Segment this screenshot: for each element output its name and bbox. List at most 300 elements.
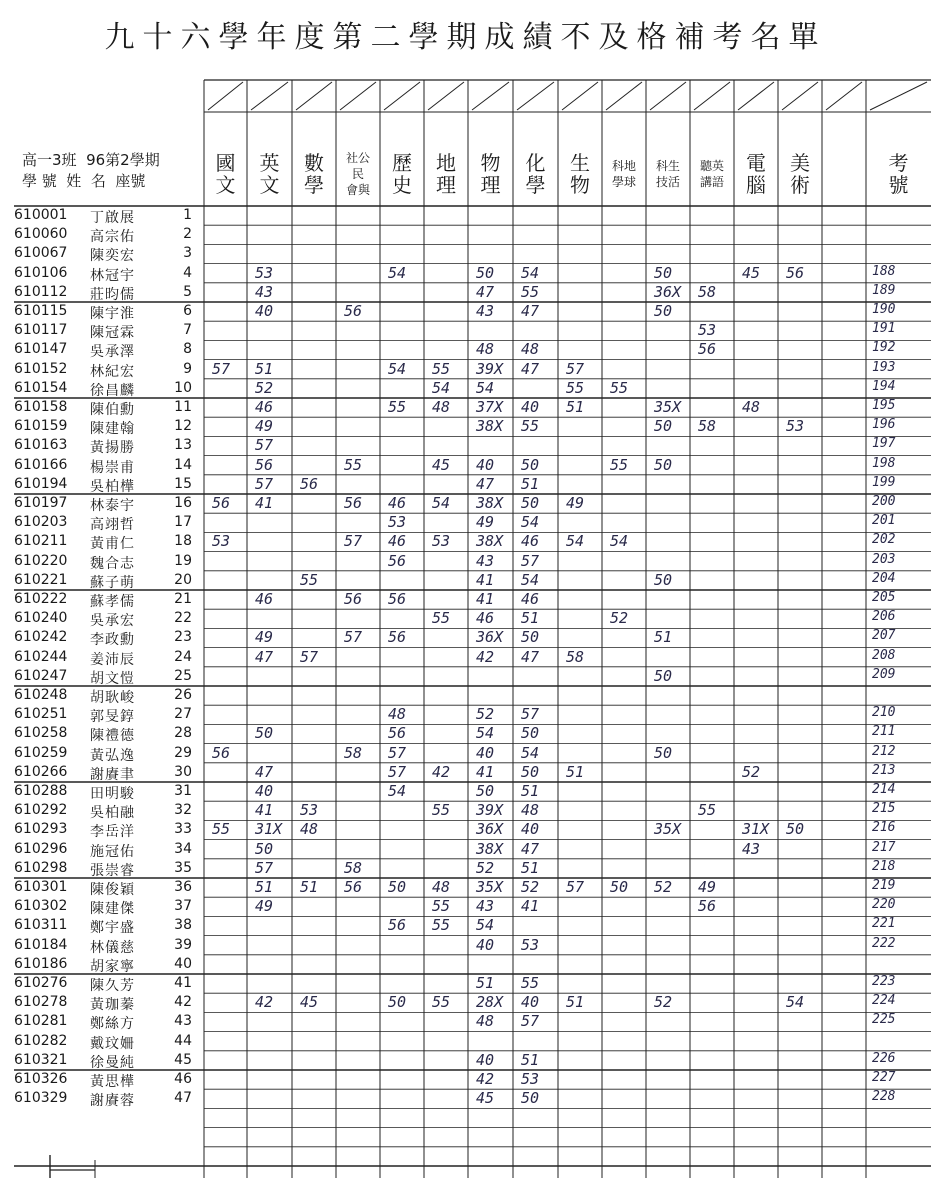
score-lifetech: 50	[654, 302, 673, 320]
seat-number: 16	[174, 495, 192, 511]
subject-header-lifetech: 科生 技活	[655, 159, 680, 189]
student-row	[14, 303, 204, 322]
score-lifetech: 50	[654, 417, 673, 436]
student-id: 610222	[14, 591, 68, 607]
score-geography: 55	[432, 993, 451, 1012]
score-english: 49	[255, 417, 274, 436]
score-physics: 46	[476, 609, 495, 628]
student-row	[14, 1052, 204, 1071]
student-name: 吳柏融	[90, 805, 135, 822]
score-exam-no: 198	[872, 455, 896, 471]
document-title: 九十六學年度第二學期成績不及格補考名單	[104, 20, 827, 55]
score-physics: 38X	[476, 839, 504, 858]
score-physics: 38X	[476, 417, 504, 436]
score-history: 46	[388, 532, 407, 551]
student-row	[14, 687, 204, 706]
student-id: 610292	[14, 802, 68, 819]
score-chemistry: 50	[521, 1089, 540, 1108]
score-chemistry: 50	[521, 762, 540, 781]
header-diagonal	[208, 82, 243, 110]
score-history: 46	[388, 494, 407, 512]
score-history: 50	[388, 993, 407, 1012]
score-math: 53	[300, 801, 319, 820]
subject-header-chemistry: 化 學	[525, 151, 546, 197]
seat-number: 11	[174, 399, 192, 415]
score-civics: 56	[344, 878, 363, 896]
score-physics: 52	[476, 858, 495, 877]
score-lifetech: 51	[654, 628, 673, 647]
score-physics: 42	[476, 1070, 495, 1088]
score-physics: 50	[476, 782, 495, 800]
student-row	[14, 265, 204, 284]
score-english: 40	[255, 302, 274, 320]
student-id: 610163	[14, 437, 68, 454]
score-chemistry: 52	[521, 878, 540, 896]
student-id: 610197	[14, 495, 68, 511]
student-id: 610106	[14, 264, 68, 281]
student-id: 610259	[14, 744, 68, 761]
student-id: 610112	[14, 283, 68, 300]
score-civics: 57	[344, 628, 363, 647]
score-chemistry: 50	[521, 628, 540, 647]
score-physics: 36X	[476, 820, 504, 839]
score-english-listen: 53	[698, 321, 717, 340]
score-chemistry: 41	[521, 897, 540, 916]
subject-header-geography: 地 理	[436, 151, 456, 197]
score-history: 56	[388, 724, 407, 743]
seat-number: 4	[183, 264, 192, 281]
student-row	[14, 457, 204, 476]
score-earth: 54	[610, 532, 629, 551]
score-lifetech: 52	[654, 878, 673, 896]
student-id: 610288	[14, 783, 68, 799]
student-name: 林泰宇	[90, 498, 135, 514]
score-exam-no: 192	[872, 340, 896, 356]
class-line: 高一3班 96第2學期	[22, 151, 160, 169]
student-id: 610296	[14, 840, 68, 857]
score-chinese: 56	[212, 743, 231, 762]
student-name: 吳承宏	[90, 613, 135, 630]
student-row	[14, 879, 204, 898]
seat-number: 28	[174, 725, 192, 742]
score-english: 53	[255, 263, 274, 282]
score-physics: 38X	[476, 532, 504, 551]
score-chemistry: 40	[521, 398, 540, 416]
score-geography: 54	[432, 494, 451, 512]
score-biology: 51	[566, 762, 585, 781]
score-exam-no: 210	[872, 705, 896, 721]
seat-number: 13	[174, 437, 192, 454]
score-physics: 52	[476, 705, 495, 724]
student-name: 黃弘逸	[90, 747, 135, 764]
score-exam-no: 200	[872, 494, 896, 509]
student-row	[14, 514, 204, 533]
score-geography: 54	[432, 378, 451, 397]
score-exam-no: 193	[872, 359, 896, 375]
seat-number: 18	[174, 533, 192, 550]
score-english: 50	[255, 724, 274, 743]
score-chemistry: 54	[521, 743, 540, 762]
student-name: 林冠宇	[90, 267, 135, 284]
score-exam-no: 227	[872, 1070, 896, 1085]
score-chemistry: 57	[521, 705, 540, 724]
seat-number: 22	[174, 610, 192, 627]
student-id: 610221	[14, 571, 68, 588]
score-biology: 51	[566, 993, 585, 1012]
score-english: 52	[255, 378, 274, 397]
student-id: 610278	[14, 994, 68, 1011]
score-english: 50	[255, 839, 274, 858]
score-history: 53	[388, 513, 407, 532]
student-id: 610298	[14, 859, 68, 876]
score-exam-no: 196	[872, 417, 896, 433]
score-chemistry: 50	[521, 724, 540, 743]
student-row	[14, 975, 204, 994]
student-row	[14, 1071, 204, 1090]
score-exam-no: 221	[872, 916, 896, 932]
student-name: 戴玟姍	[90, 1035, 135, 1052]
score-physics: 41	[476, 590, 495, 608]
student-name: 陳禮德	[90, 728, 135, 745]
seat-number: 36	[174, 879, 192, 895]
student-row	[14, 245, 204, 264]
score-chemistry: 46	[521, 590, 540, 608]
score-chinese: 56	[212, 494, 231, 512]
score-civics: 58	[344, 858, 363, 877]
seat-number: 34	[174, 840, 192, 857]
student-row	[14, 841, 204, 860]
student-row	[14, 284, 204, 303]
student-id: 610186	[14, 955, 68, 972]
student-id: 610258	[14, 725, 68, 742]
score-physics: 43	[476, 302, 495, 320]
student-row	[14, 898, 204, 917]
header-diagonal	[694, 82, 730, 110]
student-id: 610166	[14, 456, 68, 473]
column-headings: 學 號 姓 名 座號	[22, 172, 146, 190]
student-id: 610301	[14, 879, 68, 895]
score-english: 42	[255, 993, 274, 1012]
student-id: 610244	[14, 648, 68, 665]
student-row	[14, 1090, 204, 1109]
score-lifetech: 50	[654, 263, 673, 282]
student-name: 胡家寧	[90, 958, 135, 975]
seat-number: 43	[174, 1013, 192, 1030]
student-row	[14, 860, 204, 879]
score-math: 56	[300, 474, 319, 493]
score-physics: 36X	[476, 628, 504, 647]
score-chemistry: 54	[521, 570, 540, 589]
seat-number: 10	[174, 379, 192, 396]
score-exam-no: 228	[872, 1089, 896, 1105]
score-physics: 39X	[476, 801, 504, 820]
score-physics: 38X	[476, 494, 504, 512]
student-id: 610321	[14, 1051, 68, 1068]
student-row	[14, 495, 204, 514]
student-row	[14, 572, 204, 591]
score-exam-no: 222	[872, 935, 896, 951]
score-physics: 40	[476, 935, 495, 954]
student-id: 610247	[14, 667, 68, 684]
student-name: 鄭絲方	[90, 1016, 135, 1033]
class-header	[22, 150, 160, 192]
student-name: 陳宇淮	[90, 306, 135, 322]
student-id: 610326	[14, 1071, 68, 1087]
student-name: 黃甫仁	[90, 536, 135, 553]
score-exam-no: 191	[872, 321, 896, 337]
header-diagonal	[562, 82, 598, 110]
seat-number: 21	[174, 591, 192, 607]
seat-number: 3	[183, 245, 192, 262]
score-exam-no: 214	[872, 782, 896, 797]
seat-number: 24	[174, 648, 192, 665]
student-row	[14, 994, 204, 1013]
header-diagonal	[606, 82, 642, 110]
student-name: 施冠佑	[90, 843, 135, 860]
score-exam-no: 197	[872, 436, 896, 452]
score-exam-no: 202	[872, 532, 896, 548]
score-exam-no: 224	[872, 993, 896, 1009]
score-chemistry: 40	[521, 993, 540, 1012]
student-row	[14, 956, 204, 975]
score-biology: 49	[566, 494, 585, 512]
score-history: 56	[388, 916, 407, 935]
seat-number: 20	[174, 571, 192, 588]
student-id: 610329	[14, 1090, 68, 1107]
score-history: 56	[388, 590, 407, 608]
score-lifetech: 36X	[654, 282, 682, 301]
score-earth: 55	[610, 378, 629, 397]
score-exam-no: 218	[872, 858, 896, 874]
score-chemistry: 48	[521, 340, 540, 359]
student-id: 610251	[14, 706, 68, 723]
student-id: 610211	[14, 533, 68, 550]
score-lifetech: 35X	[654, 398, 682, 416]
score-earth: 50	[610, 878, 629, 896]
score-exam-no: 215	[872, 801, 896, 817]
score-computer: 45	[742, 263, 761, 282]
student-row	[14, 341, 204, 360]
student-name: 姜沛辰	[90, 651, 135, 668]
seat-number: 8	[183, 341, 192, 358]
score-english: 40	[255, 782, 274, 800]
score-earth: 52	[610, 609, 629, 628]
student-name: 李岳洋	[90, 824, 135, 841]
subject-header-art: 美 術	[790, 151, 810, 197]
student-name: 徐曼純	[90, 1054, 135, 1071]
seat-number: 35	[174, 859, 192, 876]
subject-header-civics: 社公 民 會與	[345, 151, 370, 197]
student-id: 610184	[14, 936, 68, 953]
score-biology: 57	[566, 878, 585, 896]
score-physics: 51	[476, 974, 495, 992]
score-civics: 58	[344, 743, 363, 762]
score-exam-no: 203	[872, 551, 896, 567]
score-english-listen: 58	[698, 417, 717, 436]
score-english: 49	[255, 628, 274, 647]
score-history: 56	[388, 628, 407, 647]
score-math: 57	[300, 647, 319, 666]
score-lifetech: 50	[654, 570, 673, 589]
score-physics: 39X	[476, 359, 504, 378]
score-history: 55	[388, 398, 407, 416]
student-name: 黃揚勝	[90, 440, 135, 457]
score-history: 48	[388, 705, 407, 724]
subject-header-computer: 電 腦	[746, 151, 766, 197]
score-biology: 54	[566, 532, 585, 551]
student-name: 陳久芳	[90, 978, 135, 994]
seat-number: 40	[174, 955, 192, 972]
student-id: 610001	[14, 207, 68, 223]
score-history: 54	[388, 263, 407, 282]
score-chemistry: 47	[521, 647, 540, 666]
score-english: 57	[255, 436, 274, 455]
score-chemistry: 40	[521, 820, 540, 839]
score-lifetech: 50	[654, 666, 673, 685]
student-row	[14, 706, 204, 725]
score-art: 50	[786, 820, 805, 839]
seat-number: 17	[174, 514, 192, 531]
score-exam-no: 209	[872, 666, 896, 682]
seat-number: 29	[174, 744, 192, 761]
seat-number: 6	[183, 303, 192, 319]
score-computer: 48	[742, 398, 761, 416]
score-chemistry: 53	[521, 1070, 540, 1088]
score-earth: 55	[610, 455, 629, 474]
student-name: 丁啟展	[90, 210, 135, 226]
student-name: 胡文愷	[90, 670, 135, 687]
header-diagonal	[340, 82, 376, 110]
student-row	[14, 917, 204, 936]
score-physics: 50	[476, 263, 495, 282]
score-exam-no: 207	[872, 628, 896, 644]
score-english: 51	[255, 878, 274, 896]
score-exam-no: 205	[872, 590, 896, 605]
seat-number: 47	[174, 1090, 192, 1107]
score-math: 45	[300, 993, 319, 1012]
student-name: 謝賡聿	[90, 766, 135, 783]
student-name: 胡耿峻	[90, 690, 135, 706]
score-math: 48	[300, 820, 319, 839]
score-physics: 49	[476, 513, 495, 532]
student-name: 陳俊穎	[90, 882, 135, 898]
seat-number: 5	[183, 283, 192, 300]
score-english-listen: 58	[698, 282, 717, 301]
student-row	[14, 783, 204, 802]
score-chemistry: 57	[521, 1012, 540, 1031]
seat-number: 46	[174, 1071, 192, 1087]
score-chemistry: 55	[521, 974, 540, 992]
score-chemistry: 55	[521, 282, 540, 301]
score-civics: 56	[344, 302, 363, 320]
seat-number: 44	[174, 1032, 192, 1049]
student-row	[14, 399, 204, 418]
seat-number: 2	[183, 226, 192, 243]
score-english: 46	[255, 398, 274, 416]
score-biology: 51	[566, 398, 585, 416]
score-geography: 55	[432, 801, 451, 820]
student-row	[14, 668, 204, 687]
seat-number: 41	[174, 975, 192, 991]
subject-header-english-listen: 聽英 講語	[699, 159, 724, 189]
student-row	[14, 437, 204, 456]
subject-header-biology: 生 物	[570, 151, 590, 197]
student-id: 610302	[14, 898, 68, 915]
score-civics: 56	[344, 590, 363, 608]
student-name: 魏合志	[90, 555, 135, 572]
score-chemistry: 54	[521, 263, 540, 282]
student-name: 黃思樺	[90, 1074, 135, 1090]
score-biology: 58	[566, 647, 585, 666]
score-math: 51	[300, 878, 319, 896]
score-math: 55	[300, 570, 319, 589]
score-lifetech: 35X	[654, 820, 682, 839]
seat-number: 23	[174, 629, 192, 646]
subject-header-physics: 物 理	[480, 151, 501, 197]
seat-number: 30	[174, 763, 192, 780]
score-physics: 35X	[476, 878, 504, 896]
score-civics: 56	[344, 494, 363, 512]
student-id: 610158	[14, 399, 68, 415]
subject-header-chinese: 國 文	[215, 151, 236, 197]
student-row	[14, 476, 204, 495]
header-diagonal	[738, 82, 774, 110]
score-physics: 48	[476, 1012, 495, 1031]
score-geography: 42	[432, 762, 451, 781]
student-name: 陳建翰	[90, 421, 135, 438]
seat-number: 27	[174, 706, 192, 723]
score-physics: 40	[476, 1050, 495, 1069]
student-name: 林儀慈	[90, 939, 135, 956]
student-name: 蘇子萌	[90, 574, 135, 591]
score-chemistry: 54	[521, 513, 540, 532]
student-row	[14, 629, 204, 648]
score-chemistry: 51	[521, 1050, 540, 1069]
student-id: 610067	[14, 245, 68, 262]
seat-number: 38	[174, 917, 192, 934]
student-row	[14, 322, 204, 341]
student-row	[14, 610, 204, 629]
header-diagonal	[782, 82, 818, 110]
seat-number: 1	[183, 207, 192, 223]
seat-number: 33	[174, 821, 192, 838]
score-art: 53	[786, 417, 805, 436]
score-physics: 41	[476, 762, 495, 781]
student-id: 610281	[14, 1013, 68, 1030]
score-geography: 48	[432, 398, 451, 416]
score-exam-no: 219	[872, 878, 896, 893]
score-exam-no: 188	[872, 263, 896, 279]
student-name: 陳伯勳	[90, 402, 135, 418]
score-english: 41	[255, 494, 274, 512]
score-english: 47	[255, 762, 274, 781]
score-exam-no: 189	[872, 282, 896, 298]
score-exam-no: 208	[872, 647, 896, 663]
score-geography: 48	[432, 878, 451, 896]
header-diagonal	[517, 82, 554, 110]
student-row	[14, 361, 204, 380]
student-id: 610293	[14, 821, 68, 838]
student-name: 郭旻錞	[90, 709, 135, 726]
score-english-listen: 49	[698, 878, 717, 896]
seat-number: 15	[174, 475, 192, 492]
seat-number: 12	[174, 418, 192, 435]
student-row	[14, 1033, 204, 1052]
score-english: 51	[255, 359, 274, 378]
subject-header-math: 數 學	[304, 151, 324, 197]
student-row	[14, 725, 204, 744]
score-computer: 43	[742, 839, 761, 858]
